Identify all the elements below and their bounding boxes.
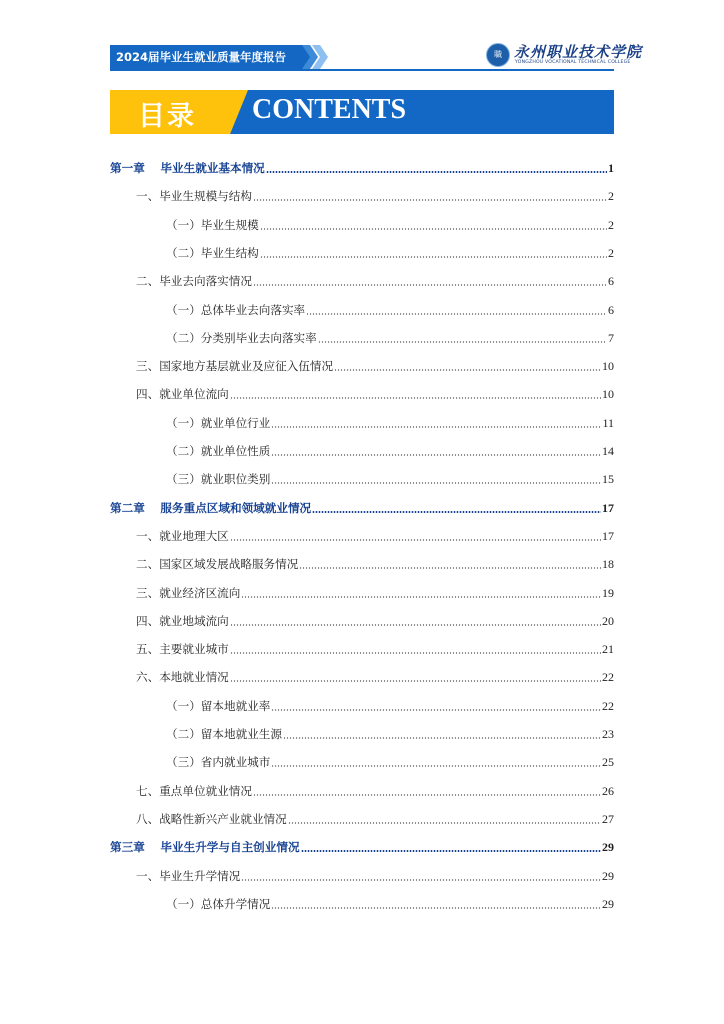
toc-section-entry[interactable] <box>136 641 614 657</box>
toc-dot-leader <box>318 341 607 343</box>
toc-entry-label: 六、本地就业情况 <box>136 670 229 684</box>
toc-dot-leader <box>230 624 601 626</box>
toc-entry-label: 四、就业单位流向 <box>136 387 229 401</box>
toc-dot-leader <box>253 199 607 201</box>
toc-entry-label: 五、主要就业城市 <box>136 642 229 656</box>
toc-dot-leader <box>271 454 601 456</box>
toc-entry-label: （二）毕业生结构 <box>166 246 259 260</box>
contents-title-en: CONTENTS <box>252 94 407 125</box>
toc-subsection-entry[interactable] <box>166 217 614 233</box>
toc-dot-leader <box>241 596 601 598</box>
toc-entry-label: 一、毕业生升学情况 <box>136 869 241 883</box>
chevron-arrows-icon <box>292 45 332 69</box>
toc-dot-leader <box>260 228 607 230</box>
toc-entry-label: （二）留本地就业生源 <box>166 727 282 741</box>
report-title-text: 2024届毕业生就业质量年度报告 <box>116 50 287 64</box>
college-name-cn: 永州职业技术学院 <box>514 43 643 61</box>
toc-page-number: 29 <box>602 869 614 883</box>
toc-subsection-entry[interactable] <box>166 754 614 770</box>
toc-dot-leader <box>301 850 601 852</box>
toc-entry-label: 一、毕业生规模与结构 <box>136 189 252 203</box>
toc-dot-leader <box>271 907 601 909</box>
toc-page-number: 6 <box>608 303 614 317</box>
toc-page-number: 7 <box>608 331 614 345</box>
toc-page-number: 17 <box>602 501 614 515</box>
toc-section-entry[interactable] <box>136 273 614 289</box>
toc-dot-leader <box>283 737 601 739</box>
toc-subsection-entry[interactable] <box>166 245 614 261</box>
toc-entry-label: 七、重点单位就业情况 <box>136 784 252 798</box>
toc-page-number: 2 <box>608 189 614 203</box>
toc-page-number: 17 <box>602 529 614 543</box>
toc-entry-label: 八、战略性新兴产业就业情况 <box>136 812 287 826</box>
toc-page-number: 2 <box>608 246 614 260</box>
toc-dot-leader <box>271 765 601 767</box>
toc-page-number: 29 <box>602 897 614 911</box>
toc-dot-leader <box>241 879 601 881</box>
toc-page-number: 25 <box>602 755 614 769</box>
toc-page-number: 26 <box>602 784 614 798</box>
toc-section-entry[interactable] <box>136 669 614 685</box>
toc-subsection-entry[interactable] <box>166 415 614 431</box>
toc-entry-label: 第三章 毕业生升学与自主创业情况 <box>110 840 300 854</box>
toc-entry-label: （二）分类别毕业去向落实率 <box>166 331 317 345</box>
toc-entry-label: 二、国家区域发展战略服务情况 <box>136 557 299 571</box>
toc-section-entry[interactable] <box>136 528 614 544</box>
report-title-tag <box>110 45 310 69</box>
toc-entry-label: （一）毕业生规模 <box>166 218 259 232</box>
toc-entry-label: （一）总体毕业去向落实率 <box>166 303 306 317</box>
toc-entry-label: 第二章 服务重点区域和领域就业情况 <box>110 501 312 515</box>
toc-subsection-entry[interactable] <box>166 302 614 318</box>
toc-chapter-entry[interactable] <box>110 500 614 516</box>
toc-page-number: 20 <box>602 614 614 628</box>
toc-section-entry[interactable] <box>136 386 614 402</box>
header-rule <box>110 69 614 71</box>
toc-section-entry[interactable] <box>136 868 614 884</box>
toc-page-number: 6 <box>608 274 614 288</box>
toc-page-number: 19 <box>602 586 614 600</box>
college-logo <box>486 41 643 69</box>
toc-subsection-entry[interactable] <box>166 330 614 346</box>
toc-chapter-entry[interactable] <box>110 839 614 855</box>
toc-page-number: 1 <box>608 161 614 175</box>
toc-page-number: 21 <box>602 642 614 656</box>
toc-subsection-entry[interactable] <box>166 896 614 912</box>
toc-dot-leader <box>271 482 601 484</box>
toc-page-number: 10 <box>602 387 614 401</box>
toc-section-entry[interactable] <box>136 783 614 799</box>
toc-dot-leader <box>260 256 607 258</box>
toc-page-number: 15 <box>602 472 614 486</box>
toc-entry-label: （三）省内就业城市 <box>166 755 271 769</box>
toc-section-entry[interactable] <box>136 585 614 601</box>
toc-entry-label: （二）就业单位性质 <box>166 444 271 458</box>
toc-dot-leader <box>271 426 601 428</box>
contents-banner <box>110 90 614 134</box>
toc-subsection-entry[interactable] <box>166 471 614 487</box>
college-emblem-icon: 職 <box>486 43 510 67</box>
toc-dot-leader <box>271 709 601 711</box>
toc-dot-leader <box>253 794 601 796</box>
toc-page-number: 18 <box>602 557 614 571</box>
toc-page-number: 10 <box>602 359 614 373</box>
toc-section-entry[interactable] <box>136 556 614 572</box>
toc-page-number: 22 <box>602 699 614 713</box>
toc-section-entry[interactable] <box>136 811 614 827</box>
toc-page-number: 27 <box>602 812 614 826</box>
toc-subsection-entry[interactable] <box>166 443 614 459</box>
toc-entry-label: （一）就业单位行业 <box>166 416 271 430</box>
toc-entry-label: 四、就业地域流向 <box>136 614 229 628</box>
toc-entry-label: 第一章 毕业生就业基本情况 <box>110 161 265 175</box>
toc-dot-leader <box>306 313 607 315</box>
toc-chapter-entry[interactable] <box>110 160 614 176</box>
toc-section-entry[interactable] <box>136 188 614 204</box>
toc-page-number: 11 <box>602 416 614 430</box>
toc-dot-leader <box>230 397 601 399</box>
toc-entry-label: 一、就业地理大区 <box>136 529 229 543</box>
toc-dot-leader <box>230 652 601 654</box>
toc-page-number: 2 <box>608 218 614 232</box>
toc-subsection-entry[interactable] <box>166 698 614 714</box>
toc-entry-label: 三、国家地方基层就业及应征入伍情况 <box>136 359 334 373</box>
toc-subsection-entry[interactable] <box>166 726 614 742</box>
college-name-en: YONGZHOU VOCATIONAL TECHNICAL COLLEGE <box>515 60 631 65</box>
toc-entry-label: （一）总体升学情况 <box>166 897 271 911</box>
toc-dot-leader <box>230 539 601 541</box>
toc-dot-leader <box>312 511 601 513</box>
toc-entry-label: 二、毕业去向落实情况 <box>136 274 252 288</box>
toc-entry-label: （三）就业职位类别 <box>166 472 271 486</box>
toc-page-number: 23 <box>602 727 614 741</box>
toc-section-entry[interactable] <box>136 358 614 374</box>
toc-dot-leader <box>288 822 601 824</box>
toc-dot-leader <box>253 284 607 286</box>
contents-title-cn: 目录 <box>138 101 196 132</box>
toc-entry-label: 三、就业经济区流向 <box>136 586 241 600</box>
toc-dot-leader <box>299 567 601 569</box>
toc-section-entry[interactable] <box>136 613 614 629</box>
toc-dot-leader <box>334 369 601 371</box>
toc-dot-leader <box>266 171 607 173</box>
toc-page-number: 22 <box>602 670 614 684</box>
toc-dot-leader <box>230 680 601 682</box>
toc-entry-label: （一）留本地就业率 <box>166 699 271 713</box>
toc-page-number: 29 <box>602 840 614 854</box>
toc-page-number: 14 <box>602 444 614 458</box>
